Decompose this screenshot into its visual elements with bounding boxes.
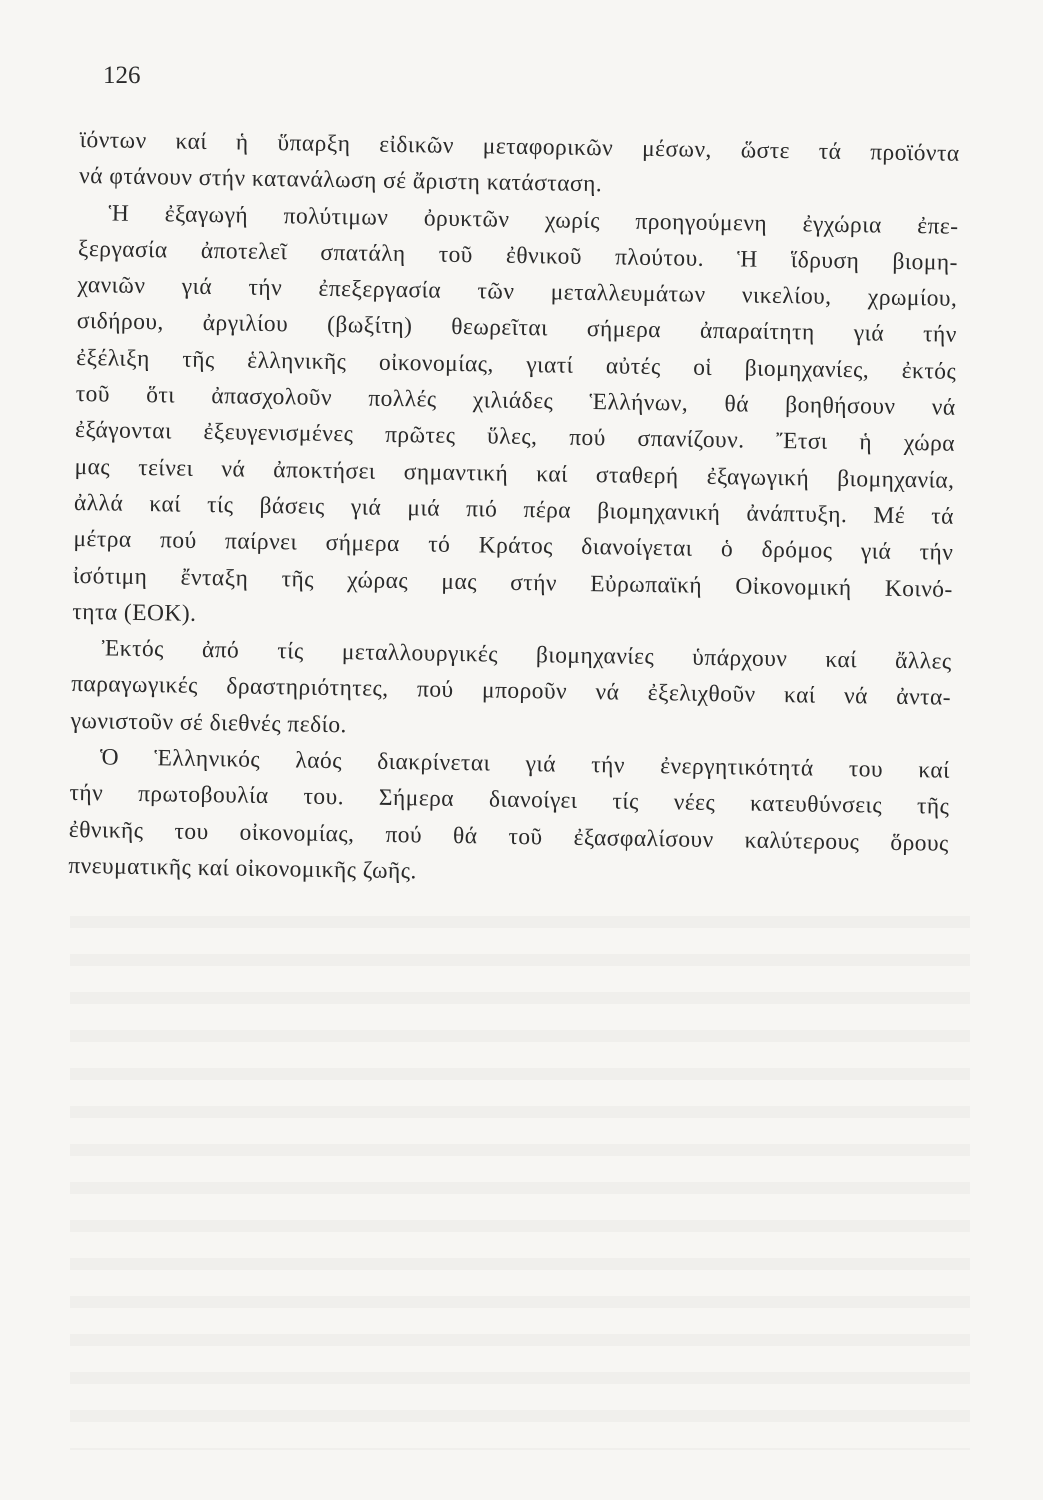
text-line: ξεργασία ἀποτελεῖ σπατάλη τοῦ ἐθνικοῦ πλούτου. Ἡ ἵδρυση βιομη- bbox=[77, 235, 959, 276]
text-line: πνευματικῆς καί οἰκονομικῆς ζωῆς. bbox=[68, 852, 418, 885]
text-line: ἀλλά καί τίς βάσεις γιά μιά πιό πέρα βιομηχανική ἀνάπτυξη. Μέ τά bbox=[73, 489, 955, 530]
body-text bbox=[68, 122, 960, 898]
text-line: σιδήρου, ἀργιλίου (βωξίτη) θεωρεῖται σήμερα ἀπαραίτητη γιά τήν bbox=[76, 308, 957, 349]
text-line: μέτρα πού παίρνει σήμερα τό Κράτος διανοίγεται ὁ δρόμος γιά τήν bbox=[73, 526, 954, 567]
text-line: ἐθνικῆς του οἰκονομίας, πού θά τοῦ ἐξασφαλίσουν καλύτερους ὅρους bbox=[68, 816, 949, 857]
text-line: τοῦ ὅτι ἀπασχολοῦν πολλές χιλιάδες Ἑλλήνων, θά βοηθήσουν νά bbox=[75, 381, 956, 421]
page-number: 126 bbox=[103, 62, 141, 89]
text-line: Ἡ ἐξαγωγή πολύτιμων ὀρυκτῶν χωρίς προηγούμενη ἐγχώρια ἐπε- bbox=[108, 200, 959, 240]
text-line: παραγωγικές δραστηριότητες, πού μποροῦν νά ἐξελιχθοῦν καί νά ἀντα- bbox=[70, 671, 952, 712]
text-line: ἰσότιμη ἔνταξη τῆς χώρας μας στήν Εὐρωπαϊκή Οἰκονομική Κοινό- bbox=[72, 562, 953, 603]
text-line: γωνιστοῦν σέ διεθνές πεδίο. bbox=[70, 707, 348, 739]
text-line: Ὁ Ἑλληνικός λαός διακρίνεται γιά τήν ἐνεργητικότητά του καί bbox=[99, 744, 951, 784]
text-line: τητα (ΕΟΚ). bbox=[72, 598, 197, 627]
text-line: χανιῶν γιά τήν ἐπεξεργασία τῶν μεταλλευμάτων νικελίου, χρωμίου, bbox=[77, 272, 958, 312]
text-line: μας τείνει νά ἀποκτήσει σημαντική καί σταθερή ἐξαγωγική βιομηχανία, bbox=[74, 453, 955, 494]
text-line: νά φτάνουν στήν κατανάλωση σέ ἄριστη κατάσταση. bbox=[78, 163, 603, 198]
text-line: ϊόντων καί ἡ ὕπαρξη εἰδικῶν μεταφορικῶν μέσων, ὥστε τά προϊόντα bbox=[79, 126, 960, 167]
text-line: ἐξάγονται ἐξευγενισμένες πρῶτες ὕλες, πού σπανίζουν. Ἔτσι ἡ χώρα bbox=[74, 417, 956, 458]
bleed-through-text bbox=[70, 890, 970, 1450]
text-line: Ἐκτός ἀπό τίς μεταλλουργικές βιομηχανίες ὑπάρχουν καί ἄλλες bbox=[101, 635, 952, 675]
text-line: τήν πρωτοβουλία του. Σήμερα διανοίγει τίς νέες κατευθύνσεις τῆς bbox=[69, 780, 950, 821]
text-line: ἐξέλιξη τῆς ἑλληνικῆς οἰκονομίας, γιατί αὐτές οἱ βιομηχανίες, ἐκτός bbox=[76, 344, 957, 385]
